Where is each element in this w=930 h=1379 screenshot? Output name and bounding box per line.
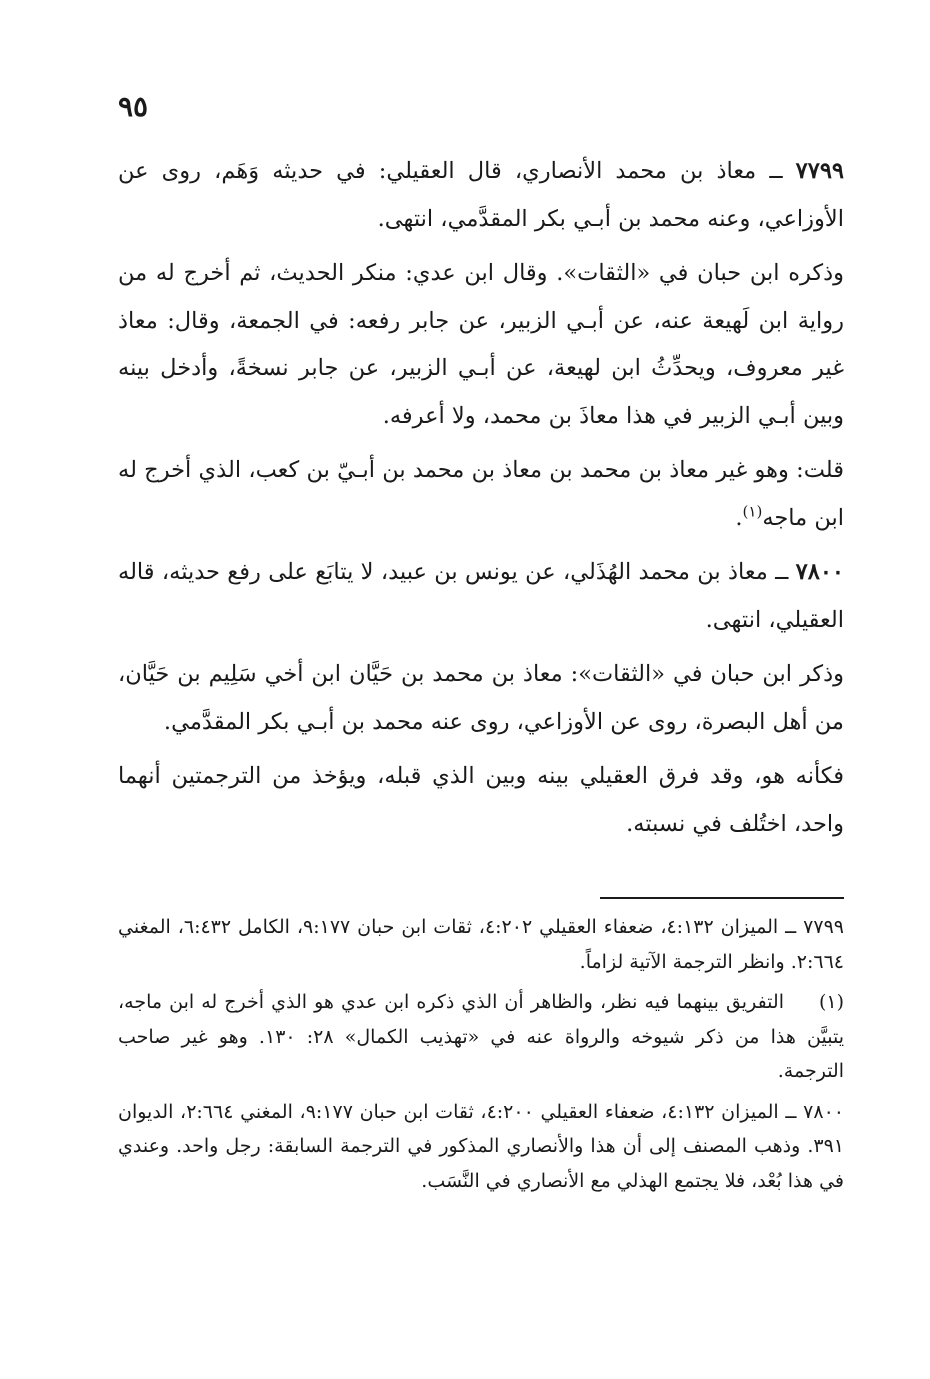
page-number: ٩٥	[118, 90, 149, 123]
note-text: الميزان ٤:١٣٢، ضعفاء العقيلي ٤:٢٠٢، ثقات ابن حبان ٩:١٧٧، الكامل ٦:٤٣٢، المغني ٢:٦٦٤. وانظر الترجمة الآتية لزاماً.	[118, 916, 844, 973]
note-label: ٧٧٩٩ ــ	[785, 916, 844, 938]
entry-7799-para-3	[118, 447, 844, 542]
entry-7799-para-1	[118, 148, 844, 243]
entry-text: معاذ بن محمد الأنصاري، قال العقيلي: في حديثه وَهَم، روى عن الأوزاعي، وعنه محمد بن أبـي بكر المقدَّمي، انتهى.	[118, 158, 844, 232]
entry-text: قلت: وهو غير معاذ بن محمد بن معاذ بن محمد بن أبـيّ بن كعب، الذي أخرج له ابن ماجه	[118, 457, 844, 531]
entry-7800-para-1	[118, 549, 844, 644]
entry-7799-para-2: وذكره ابن حبان في «الثقات». وقال ابن عدي: منكر الحديث، ثم أخرج له من رواية ابن لَهيعة عنه، عن أبـي الزبير، عن جابر رفعه: في الجمعة، وقال: معاذ غير معروف، ويحدِّثُ ابن لهيعة، عن أبـي الزبير، عن جابر نسخةً، وأدخل بينه وبين أبـي الزبير في هذا معاذَ بن محمد، ولا أعرفه.	[118, 260, 844, 429]
note-text: الميزان ٤:١٣٢، ضعفاء العقيلي ٤:٢٠٠، ثقات ابن حبان ٩:١٧٧، المغني ٢:٦٦٤، الديوان ٣٩١. وذهب المصنف إلى أن هذا والأنصاري المذكور في الترجمة السابقة: رجل واحد. وعندي في هذا بُعْد، فلا يجتمع الهذلي مع الأنصاري في النَّسَب.	[118, 1100, 844, 1192]
footnote-separator	[600, 897, 844, 899]
entry-7800-para-2: وذكر ابن حبان في «الثقات»: معاذ بن محمد بن حَيَّان ابن أخي سَلِيم بن حَيَّان، من أهل البصرة، روى عن الأوزاعي، روى عنه محمد بن أبـي بكر المقدَّمي.	[118, 661, 844, 735]
note-label: ٧٨٠٠ ــ	[785, 1100, 844, 1123]
entry-number: ٧٨٠٠	[795, 559, 844, 585]
note-7799	[118, 910, 844, 979]
entry-dash: ــ	[767, 559, 789, 585]
entry-text: معاذ بن محمد الهُذَلي، عن يونس بن عبيد، لا يتابَع على رفع حديثه، قاله العقيلي، انتهى.	[118, 559, 844, 633]
entry-7800-para-3: فكأنه هو، وقد فرق العقيلي بينه وبين الذي قبله، ويؤخذ من الترجمتين أنهما واحد، اختُلف في نسبته.	[118, 763, 844, 837]
closing-punct: .	[735, 504, 743, 531]
entry-dash: ــ	[756, 158, 783, 184]
note-label: (١)	[818, 991, 844, 1013]
note-7800	[118, 1095, 844, 1199]
main-text	[118, 148, 844, 855]
note-text: التفريق بينهما فيه نظر، والظاهر أن الذي ذكره ابن عدي هو الذي أخرج له ابن ماجه، يتبيَّن هذا من ذكر شيوخه والرواة عنه في «تهذيب الكمال» ٢٨: ١٣٠. وهو غير صاحب الترجمة.	[118, 991, 844, 1082]
entry-number: ٧٧٩٩	[795, 158, 844, 184]
note-footnote-1	[118, 985, 844, 1089]
footnote-marker[interactable]: (١)	[742, 502, 763, 520]
footnotes	[118, 910, 844, 1204]
